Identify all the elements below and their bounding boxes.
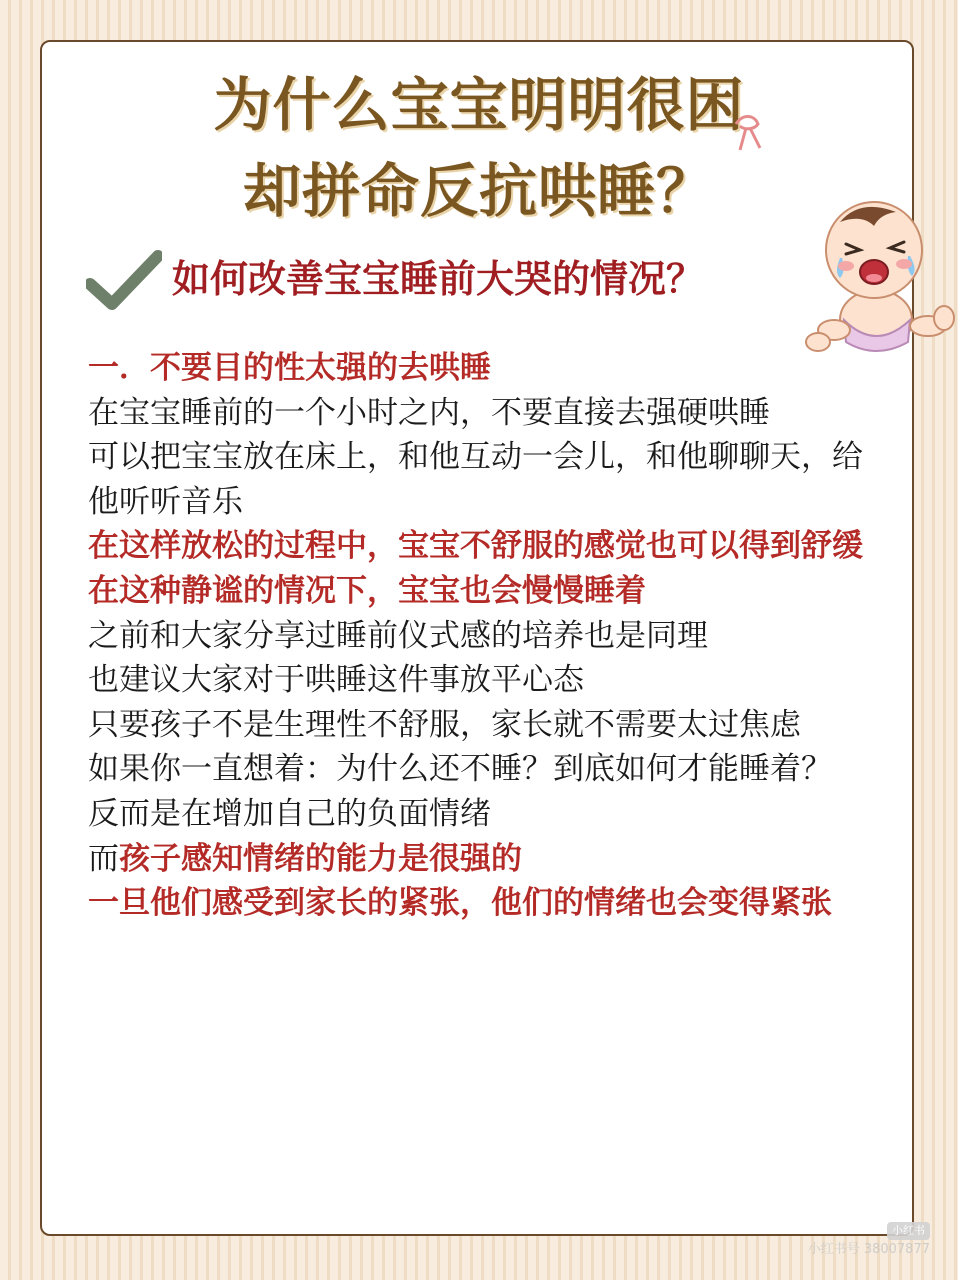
paragraph: 可以把宝宝放在床上，和他互动一会儿，和他聊聊天，给他听听音乐 bbox=[88, 439, 863, 520]
emphasis-paragraph: 在这样放松的过程中，宝宝不舒服的感觉也可以得到舒缓 bbox=[88, 528, 863, 565]
crying-baby-illustration bbox=[800, 192, 956, 364]
subtitle: 如何改善宝宝睡前大哭的情况？ bbox=[172, 257, 705, 301]
emphasis-paragraph: 在这种静谧的情况下，宝宝也会慢慢睡着 bbox=[88, 572, 646, 609]
emphasis-text: 孩子感知情绪的能力是很强的 bbox=[119, 840, 522, 877]
paragraph-prefix: 而 bbox=[88, 840, 119, 877]
section-heading: 一．不要目的性太强的去哄睡 bbox=[88, 350, 491, 386]
paragraph: 也建议大家对于哄睡这件事放平心态 bbox=[88, 662, 584, 699]
mixed-paragraph bbox=[88, 837, 878, 882]
checkmark-icon bbox=[86, 250, 162, 310]
paragraph: 只要孩子不是生理性不舒服，家长就不需要太过焦虑 bbox=[88, 706, 801, 743]
paragraph: 反而是在增加自己的负面情绪 bbox=[88, 795, 491, 832]
ribbon-icon bbox=[728, 110, 768, 160]
watermark-id: 小红书号 38007877 bbox=[807, 1242, 930, 1257]
watermark bbox=[808, 1222, 930, 1258]
paragraph: 在宝宝睡前的一个小时之内，不要直接去强硬哄睡 bbox=[88, 394, 770, 431]
article-body bbox=[88, 346, 878, 926]
paragraph: 之前和大家分享过睡前仪式感的培养也是同理 bbox=[88, 617, 708, 654]
emphasis-paragraph: 一旦他们感受到家长的紧张，他们的情绪也会变得紧张 bbox=[88, 885, 832, 922]
paragraph: 如果你一直想着：为什么还不睡？到底如何才能睡着？ bbox=[88, 751, 832, 788]
title-line-2: 却拼命反抗哄睡？ bbox=[242, 157, 715, 225]
watermark-logo: 小红书 bbox=[887, 1222, 930, 1240]
title-line-1: 为什么宝宝明明很困 bbox=[213, 71, 745, 139]
